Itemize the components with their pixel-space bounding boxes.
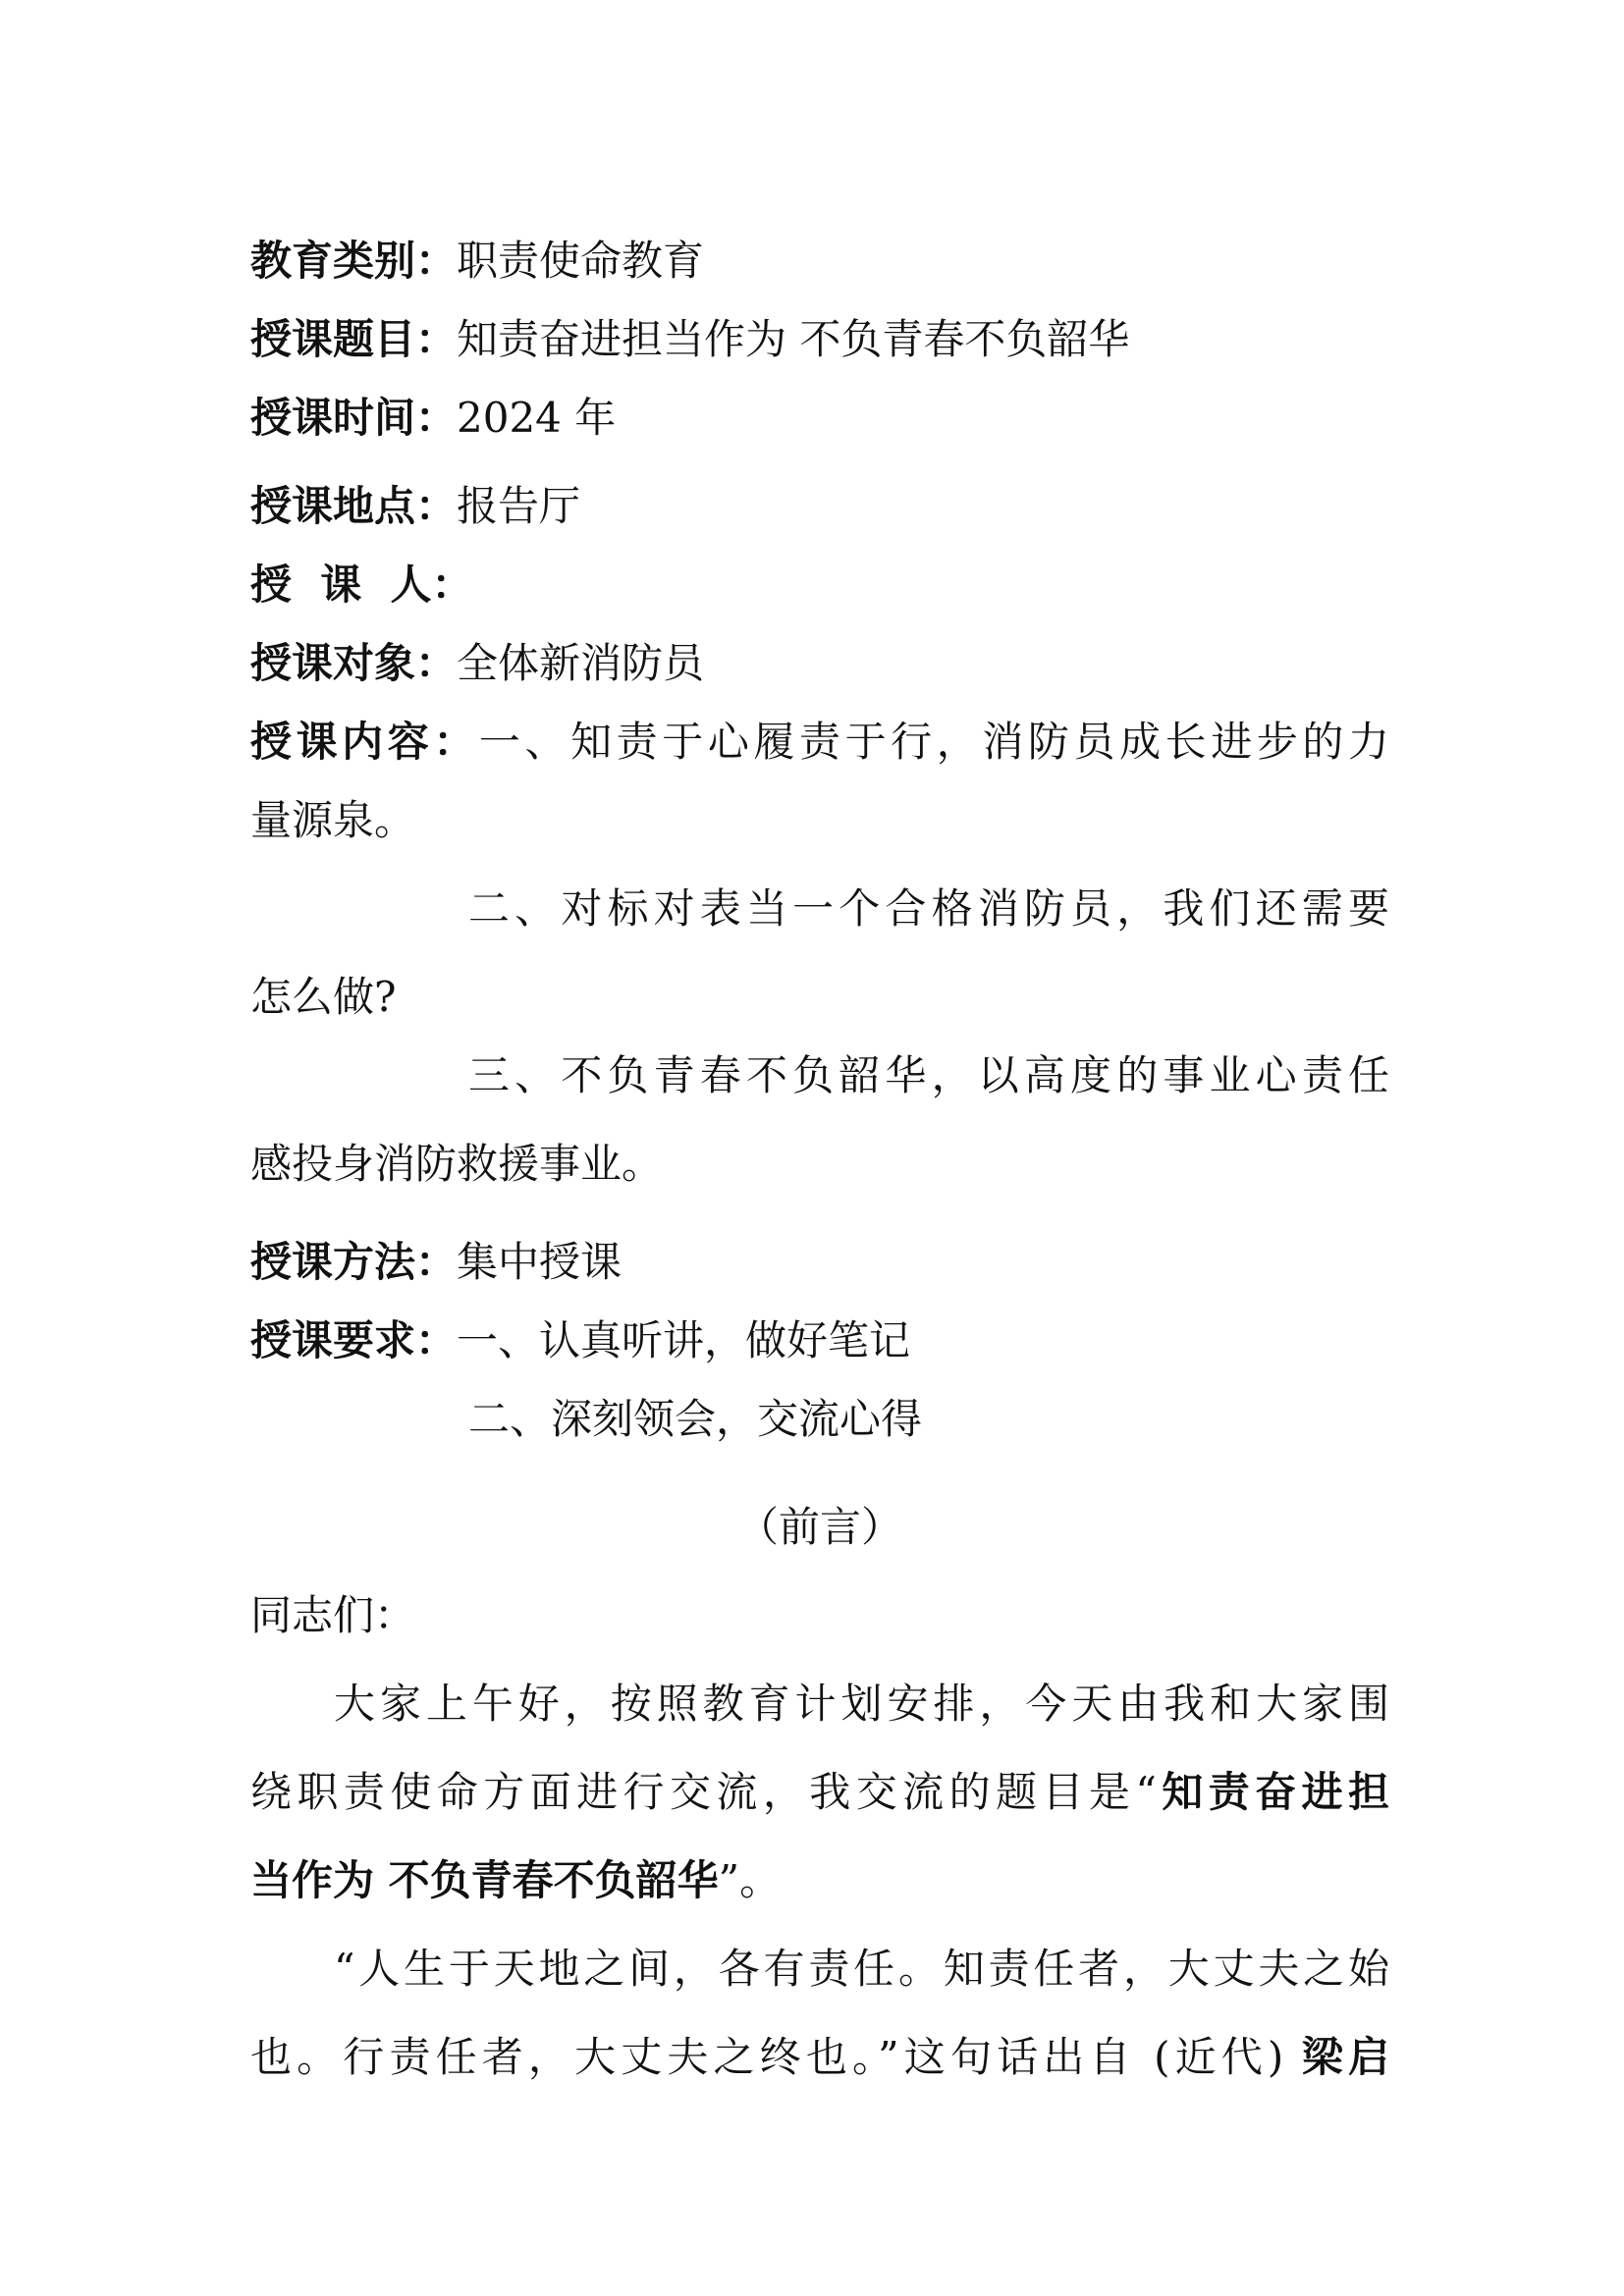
- place-label: 授课地点：: [250, 482, 458, 530]
- content-row-3: [468, 881, 1389, 936]
- content-label: 授课内容：: [250, 718, 479, 766]
- para2-line1-text: “人生于天地之间，各有责任。知责任者，大丈夫之始: [334, 1945, 1389, 1993]
- lecturer-label: 授 课 人：: [250, 561, 473, 609]
- para1-line3-text: ”。: [718, 1856, 782, 1904]
- para1-line3: [250, 1853, 1389, 1908]
- para1-line1: [334, 1677, 1389, 1732]
- requirements-row-2: [468, 1392, 1389, 1447]
- requirements-label: 授课要求：: [250, 1316, 458, 1364]
- content-item1-line2: 量源泉。: [250, 796, 416, 844]
- place-value: 报告厅: [457, 482, 581, 530]
- topic-value: 知责奋进担当作为 不负青春不负韶华: [457, 315, 1130, 363]
- content-item1-line1: 一、知责于心履责于行，消防员成长进步的力: [478, 718, 1389, 766]
- content-item2-line1: 二、对标对表当一个合格消防员，我们还需要: [468, 884, 1389, 933]
- method-label: 授课方法：: [250, 1238, 458, 1286]
- content-row-6: [250, 1137, 1389, 1192]
- category-value: 职责使命教育: [457, 237, 705, 285]
- para2-line2-text: 也。行责任者，大丈夫之终也。”这句话出自 (近代): [250, 2033, 1302, 2081]
- audience-value: 全体新消防员: [457, 639, 705, 687]
- para1-line3-bold: 当作为 不负青春不负韶华: [250, 1856, 719, 1904]
- content-row-1: [250, 715, 1389, 770]
- para2-line2: [250, 2030, 1389, 2085]
- requirements-row-1: [250, 1313, 1389, 1368]
- category-label: 教育类别：: [250, 237, 458, 285]
- method-value: 集中授课: [457, 1238, 623, 1286]
- content-item3-line1: 三、不负青春不负韶华，以高度的事业心责任: [468, 1051, 1389, 1099]
- content-row-4: [250, 970, 1389, 1025]
- audience-row: [250, 636, 1389, 691]
- lecturer-row: [250, 558, 1389, 613]
- requirements-item1: 一、认真听讲，做好笔记: [457, 1316, 911, 1364]
- para2-line2-bold: 梁启: [1301, 2033, 1389, 2081]
- method-row: [250, 1235, 1389, 1290]
- time-row: [250, 391, 1389, 446]
- requirements-item2: 二、深刻领会，交流心得: [468, 1395, 923, 1443]
- para1-line1-text: 大家上午好，按照教育计划安排，今天由我和大家围: [334, 1680, 1389, 1728]
- content-item3-line2: 感投身消防救援事业。: [250, 1140, 664, 1188]
- content-row-2: [250, 793, 1389, 848]
- para1-line2: [250, 1765, 1389, 1820]
- topic-label: 授课题目：: [250, 315, 458, 363]
- preface-heading: （前言）: [736, 1503, 902, 1551]
- content-item2-line2: 怎么做?: [250, 973, 397, 1021]
- para2-line1: [334, 1942, 1389, 1997]
- para1-line2-text: 绕职责使命方面进行交流，我交流的题目是“: [250, 1768, 1157, 1816]
- salutation: 同志们：: [250, 1591, 416, 1639]
- content-row-5: [468, 1048, 1389, 1103]
- category-row: [250, 234, 1389, 289]
- time-value: 2024 年: [457, 394, 617, 442]
- para1-line2-bold: 知责奋进担: [1156, 1768, 1389, 1816]
- audience-label: 授课对象：: [250, 639, 458, 687]
- topic-row: [250, 312, 1389, 367]
- place-row: [250, 479, 1389, 534]
- time-label: 授课时间：: [250, 394, 458, 442]
